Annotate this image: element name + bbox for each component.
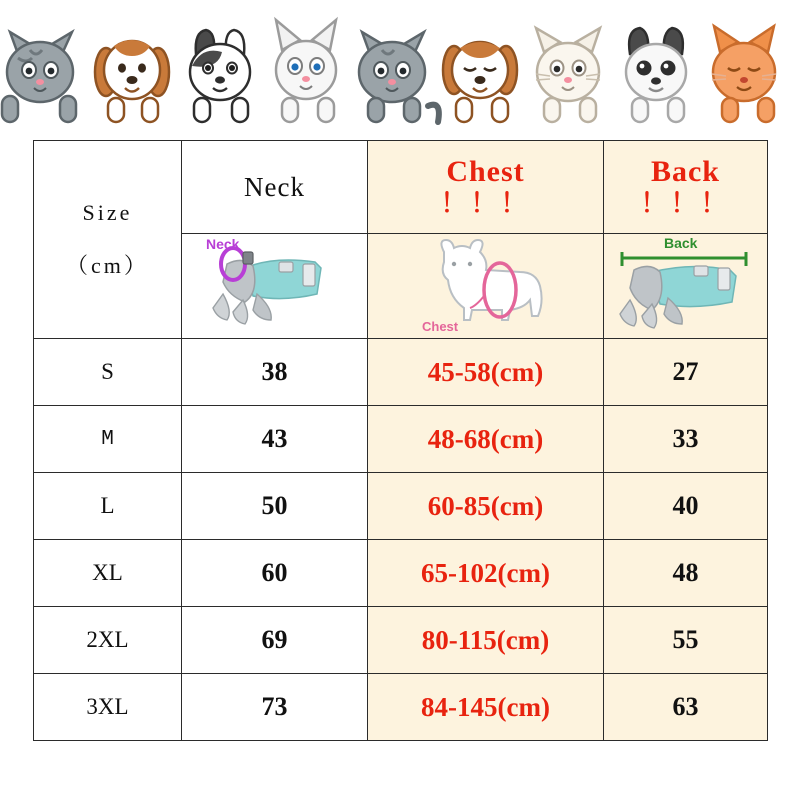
- back-measure-label: Back: [664, 235, 698, 251]
- table-row: [34, 473, 768, 540]
- chest-illustration: [368, 234, 603, 338]
- cell-chest-s-unit: (cm): [490, 356, 544, 387]
- cell-back-xl: 48: [604, 540, 768, 607]
- cell-chest-2xl-value: 80-115: [421, 624, 497, 655]
- cell-chest-3xl: [368, 674, 604, 741]
- table-row: [34, 339, 768, 406]
- cell-chest-2xl-unit: (cm): [496, 624, 550, 655]
- cell-back-2xl: 55: [604, 607, 768, 674]
- cell-back-l: 40: [604, 473, 768, 540]
- header-size-cell: [34, 141, 182, 339]
- row-size-2xl: 2XL: [34, 607, 182, 674]
- cell-neck-l: 50: [182, 473, 368, 540]
- cell-neck-m: 43: [182, 406, 368, 473]
- cell-neck-2xl: 69: [182, 607, 368, 674]
- cell-chest-m: [368, 406, 604, 473]
- header-back-bangs: ！！！: [640, 189, 731, 219]
- cell-chest-xl-unit: (cm): [497, 557, 550, 588]
- cell-chest-m-value: 48-68: [427, 423, 491, 454]
- neck-measure-label: Neck: [206, 236, 240, 252]
- animal-white-dog: [616, 10, 708, 134]
- row-size-l: L: [34, 473, 182, 540]
- cell-back-m: 33: [604, 406, 768, 473]
- animal-beagle-dog: [92, 10, 184, 134]
- table-row: [34, 674, 768, 741]
- animal-cream-cat: [528, 10, 620, 134]
- row-size-m: M: [34, 406, 182, 473]
- cell-chest-xl: [368, 540, 604, 607]
- cell-chest-m-unit: (cm): [490, 423, 544, 454]
- chest-measure-label: Chest: [422, 319, 459, 334]
- animal-brown-puppy: [440, 10, 532, 134]
- table-row: [34, 406, 768, 473]
- back-illustration: [604, 234, 767, 338]
- cell-neck-s: 38: [182, 339, 368, 406]
- cell-back-s: 27: [604, 339, 768, 406]
- row-size-s: S: [34, 339, 182, 406]
- cell-neck-xl: 60: [182, 540, 368, 607]
- header-back-label: Back: [650, 154, 720, 188]
- neck-illustration-cell: [182, 234, 368, 339]
- animal-french-bulldog: [180, 10, 272, 134]
- animal-gray-tabby-cat: [0, 10, 92, 134]
- table-row: [34, 540, 768, 607]
- back-illustration-cell: [604, 234, 768, 339]
- cell-chest-l-value: 60-85: [427, 490, 491, 521]
- size-table: [33, 140, 768, 741]
- chest-illustration-cell: [368, 234, 604, 339]
- cell-chest-3xl-value: 84-145: [421, 691, 498, 722]
- cell-chest-l-unit: (cm): [490, 490, 544, 521]
- animal-decoration-band: [0, 0, 800, 140]
- header-chest-label: Chest: [446, 154, 525, 188]
- cell-neck-3xl: 73: [182, 674, 368, 741]
- header-chest-bangs: ！！！: [440, 189, 531, 219]
- row-size-xl: XL: [34, 540, 182, 607]
- neck-illustration: [182, 234, 367, 338]
- cell-chest-l: [368, 473, 604, 540]
- table-header-title-row: [34, 141, 768, 234]
- header-size-label-line1: Size: [82, 199, 133, 225]
- cell-chest-s: [368, 339, 604, 406]
- cell-chest-s-value: 45-58: [427, 356, 491, 387]
- animal-white-cat: [266, 10, 358, 134]
- cell-chest-xl-value: 65-102: [421, 557, 498, 588]
- header-chest-cell: [368, 141, 604, 234]
- animal-orange-cat: [704, 10, 796, 134]
- size-chart: [33, 140, 767, 741]
- header-size-label-line2: （cm）: [66, 252, 149, 278]
- header-back-cell: [604, 141, 768, 234]
- table-row: [34, 607, 768, 674]
- header-neck-label: Neck: [182, 141, 368, 234]
- cell-chest-2xl: [368, 607, 604, 674]
- cell-chest-3xl-unit: (cm): [497, 691, 550, 722]
- animal-gray-tabby-cat-2: [352, 10, 444, 134]
- row-size-3xl: 3XL: [34, 674, 182, 741]
- cell-back-3xl: 63: [604, 674, 768, 741]
